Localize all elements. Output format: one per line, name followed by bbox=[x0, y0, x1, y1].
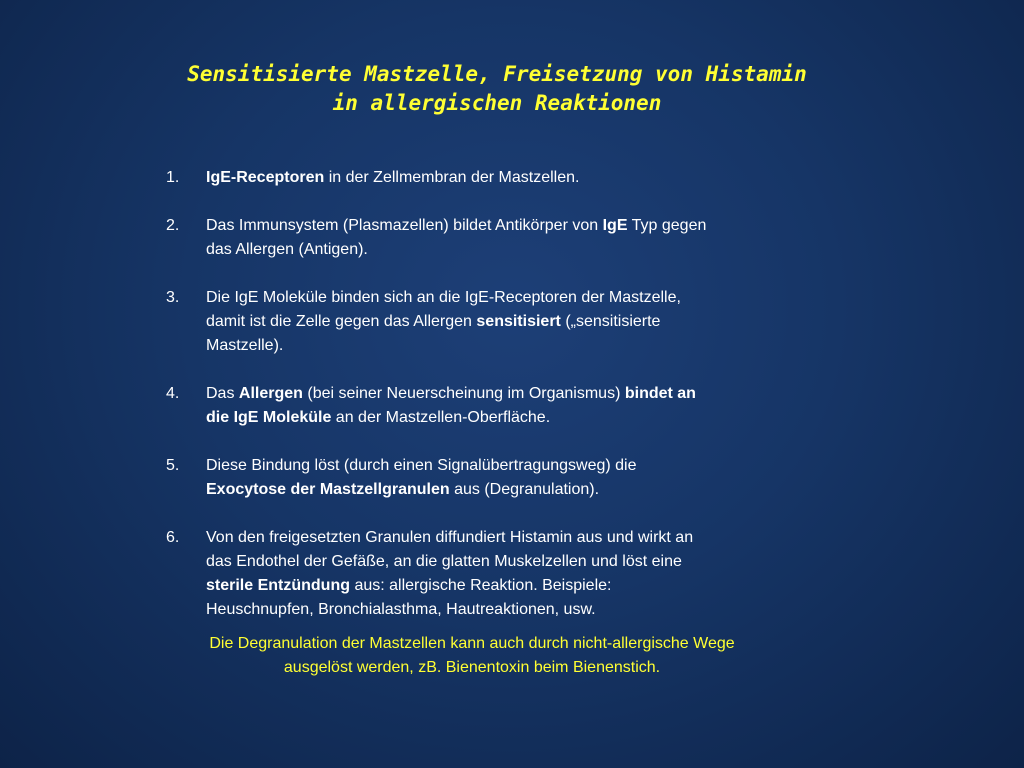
list-item-line bbox=[206, 478, 786, 502]
text-segment: Von den freigesetzten Granulen diffundiert Histamin aus und wirkt an bbox=[206, 529, 694, 546]
text-segment: aus (Degranulation). bbox=[449, 481, 600, 498]
numbered-list bbox=[166, 166, 786, 646]
bold-text: IgE-Receptoren bbox=[206, 169, 325, 186]
list-item-number: 5. bbox=[166, 457, 180, 474]
bold-text: bindet an bbox=[624, 385, 696, 402]
list-item-line bbox=[206, 526, 786, 550]
text-segment: an der Mastzellen-Oberfläche. bbox=[331, 409, 551, 426]
bold-text: sterile Entzündung bbox=[206, 577, 350, 594]
list-item bbox=[166, 166, 786, 190]
bold-text: die IgE Moleküle bbox=[206, 409, 332, 426]
list-item-number: 3. bbox=[166, 289, 180, 306]
bold-text: sensitisiert bbox=[476, 313, 561, 330]
list-item-line bbox=[206, 550, 786, 574]
text-segment: („sensitisierte bbox=[560, 313, 661, 330]
bold-text: Allergen bbox=[238, 385, 303, 402]
text-segment: Das Immunsystem (Plasmazellen) bildet Antikörper von bbox=[206, 217, 603, 234]
text-segment: das Allergen (Antigen). bbox=[206, 241, 368, 258]
title-line-1: Sensitisierte Mastzelle, Freisetzung von Histamin bbox=[187, 62, 807, 86]
footer-note bbox=[100, 632, 844, 680]
list-item-line bbox=[206, 166, 786, 190]
title-line-2: in allergischen Reaktionen bbox=[332, 91, 662, 115]
footer-line-2: ausgelöst werden, zB. Bienentoxin beim Bienenstich. bbox=[283, 659, 661, 676]
list-item-line bbox=[206, 598, 786, 622]
list-item bbox=[166, 214, 786, 262]
list-item-line bbox=[206, 382, 786, 406]
list-item-line bbox=[206, 406, 786, 430]
list-item-line bbox=[206, 574, 786, 598]
text-segment: Mastzelle). bbox=[206, 337, 284, 354]
list-item-line bbox=[206, 334, 786, 358]
text-segment: Typ gegen bbox=[627, 217, 707, 234]
text-segment: aus: allergische Reaktion. Beispiele: bbox=[350, 577, 612, 594]
list-item-line bbox=[206, 286, 786, 310]
list-item-line bbox=[206, 454, 786, 478]
list-item bbox=[166, 286, 786, 358]
list-item-number: 2. bbox=[166, 217, 180, 234]
list-item bbox=[166, 382, 786, 430]
list-item-number: 6. bbox=[166, 529, 180, 546]
list-item-line bbox=[206, 214, 786, 238]
list-item-number: 4. bbox=[166, 385, 180, 402]
list-item-line bbox=[206, 238, 786, 262]
list-item bbox=[166, 526, 786, 622]
text-segment: Diese Bindung löst (durch einen Signalübertragungsweg) die bbox=[206, 457, 637, 474]
slide-title bbox=[100, 60, 894, 118]
list-item-line bbox=[206, 310, 786, 334]
text-segment: (bei seiner Neuerscheinung im Organismus) bbox=[302, 385, 625, 402]
bold-text: Exocytose der Mastzellgranulen bbox=[206, 481, 450, 498]
bold-text: IgE bbox=[602, 217, 628, 234]
text-segment: Heuschnupfen, Bronchialasthma, Hautreaktionen, usw. bbox=[206, 601, 596, 618]
text-segment: Das bbox=[206, 385, 239, 402]
text-segment: das Endothel der Gefäße, an die glatten Muskelzellen und löst eine bbox=[206, 553, 682, 570]
text-segment: in der Zellmembran der Mastzellen. bbox=[324, 169, 580, 186]
footer-line-1: Die Degranulation der Mastzellen kann auch durch nicht-allergische Wege bbox=[209, 635, 735, 652]
text-segment: Die IgE Moleküle binden sich an die IgE-Receptoren der Mastzelle, bbox=[206, 289, 681, 306]
list-item bbox=[166, 454, 786, 502]
text-segment: damit ist die Zelle gegen das Allergen bbox=[206, 313, 477, 330]
list-item-number: 1. bbox=[166, 169, 180, 186]
